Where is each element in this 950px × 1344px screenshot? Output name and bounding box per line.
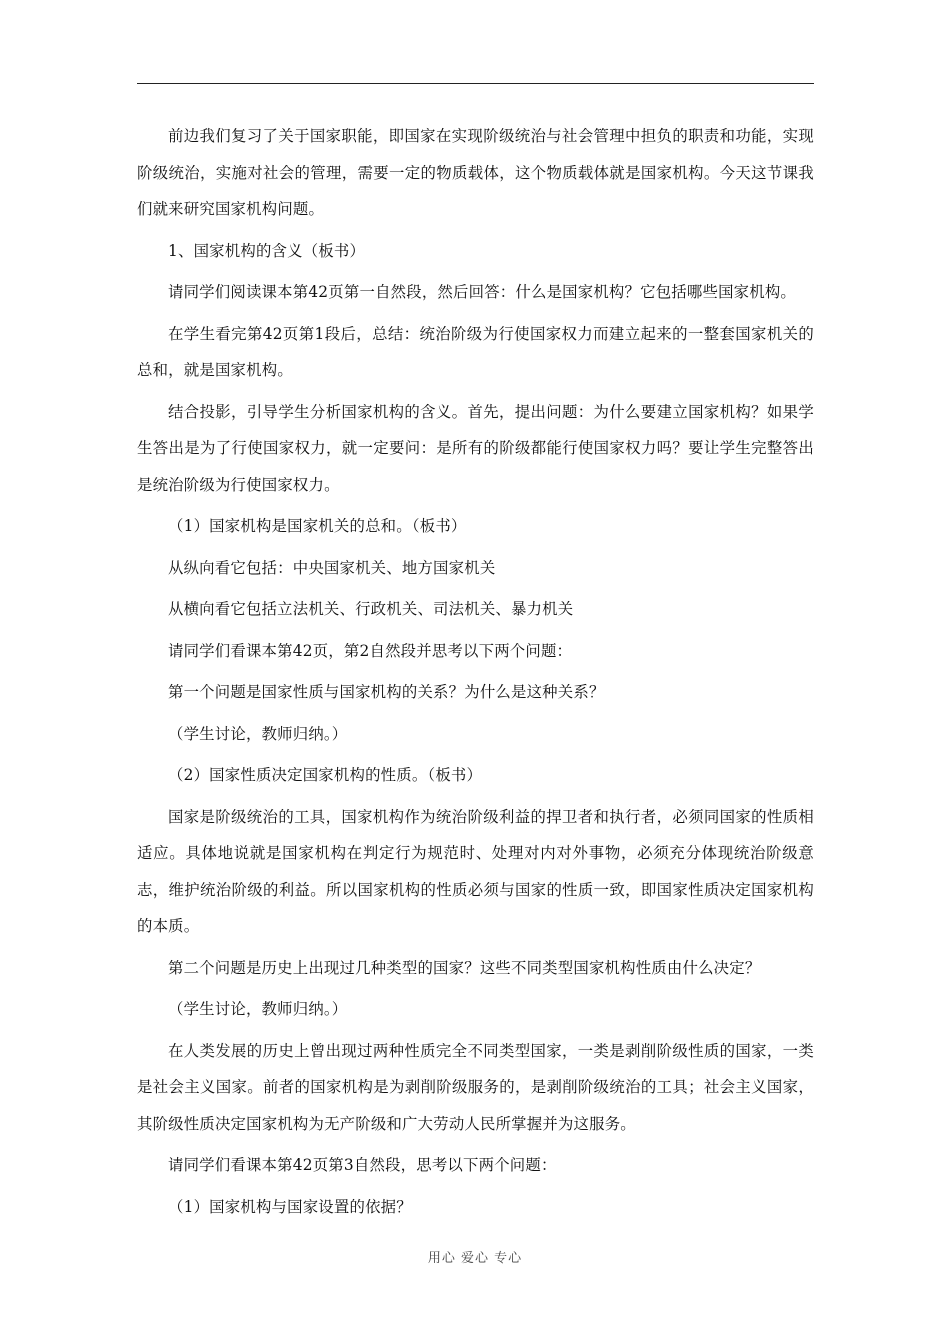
question-2: 第二个问题是历史上出现过几种类型的国家？这些不同类型国家机构性质由什么决定？ (168, 958, 761, 977)
discussion-note-1: （学生讨论，教师归纳。） (168, 724, 348, 743)
section-heading-1: 1、国家机构的含义（板书） (168, 241, 366, 260)
vertical-structure-line: 从纵向看它包括：中央国家机关、地方国家机关 (168, 558, 496, 577)
sub-question-1: （1）国家机构与国家设置的依据？ (168, 1197, 412, 1216)
history-paragraph: 在人类发展的历史上曾出现过两种性质完全不同类型国家，一类是剥削阶级性质的国家，一类是社会主义国家。前者的国家机构是为剥削阶级服务的，是剥削阶级统治的工具；社会主义国家，其阶级性质决定国家机构为无产阶级和广大劳动人民所掌握并为这服务。 (137, 1041, 814, 1133)
horizontal-structure-line: 从横向看它包括立法机关、行政机关、司法机关、暴力机关 (168, 600, 574, 618)
analysis-paragraph: 结合投影，引导学生分析国家机构的含义。首先，提出问题：为什么要建立国家机构？如果学生答出是为了行使国家权力，就一定要问：是所有的阶级都能行使国家权力吗？要让学生完整答出是统治阶级为行使国家权力。 (137, 402, 814, 494)
reading-prompt-3: 请同学们看课本第42页第3自然段，思考以下两个问题： (168, 1156, 557, 1174)
intro-paragraph: 前边我们复习了关于国家职能，即国家在实现阶级统治与社会管理中担负的职责和功能，实现阶级统治，实施对社会的管理，需要一定的物质载体，这个物质载体就是国家机构。今天这节课我们就来研究国家机构问题。 (137, 127, 814, 218)
document-body (137, 118, 814, 1230)
reading-prompt-2: 请同学们看课本第42页，第2自然段并思考以下两个问题： (168, 641, 573, 660)
summary-paragraph: 在学生看完第42页第1段后，总结：统治阶级为行使国家权力而建立起来的一整套国家机关的总和，就是国家机构。 (137, 324, 814, 379)
question-1: 第一个问题是国家性质与国家机构的关系？为什么是这种关系？ (168, 683, 605, 701)
page-footer: 用心 爱心 专心 (427, 1251, 523, 1266)
reading-prompt-paragraph: 请同学们阅读课本第42页第一自然段，然后回答：什么是国家机构？它包括哪些国家机构。 (168, 283, 797, 301)
point-1-heading: （1）国家机构是国家机关的总和。（板书） (168, 517, 467, 535)
discussion-note-2: （学生讨论，教师归纳。） (168, 1000, 348, 1018)
state-nature-paragraph: 国家是阶级统治的工具，国家机构作为统治阶级利益的捍卫者和执行者，必须同国家的性质相适应。具体地说就是国家机构在判定行为规范时、处理对内对外事物，必须充分体现统治阶级意志，维护统治阶级的利益。所以国家机构的性质必须与国家的性质一致，即国家性质决定国家机构的本质。 (137, 807, 814, 935)
header-rule (137, 83, 814, 84)
point-2-heading: （2）国家性质决定国家机构的性质。（板书） (168, 766, 483, 784)
